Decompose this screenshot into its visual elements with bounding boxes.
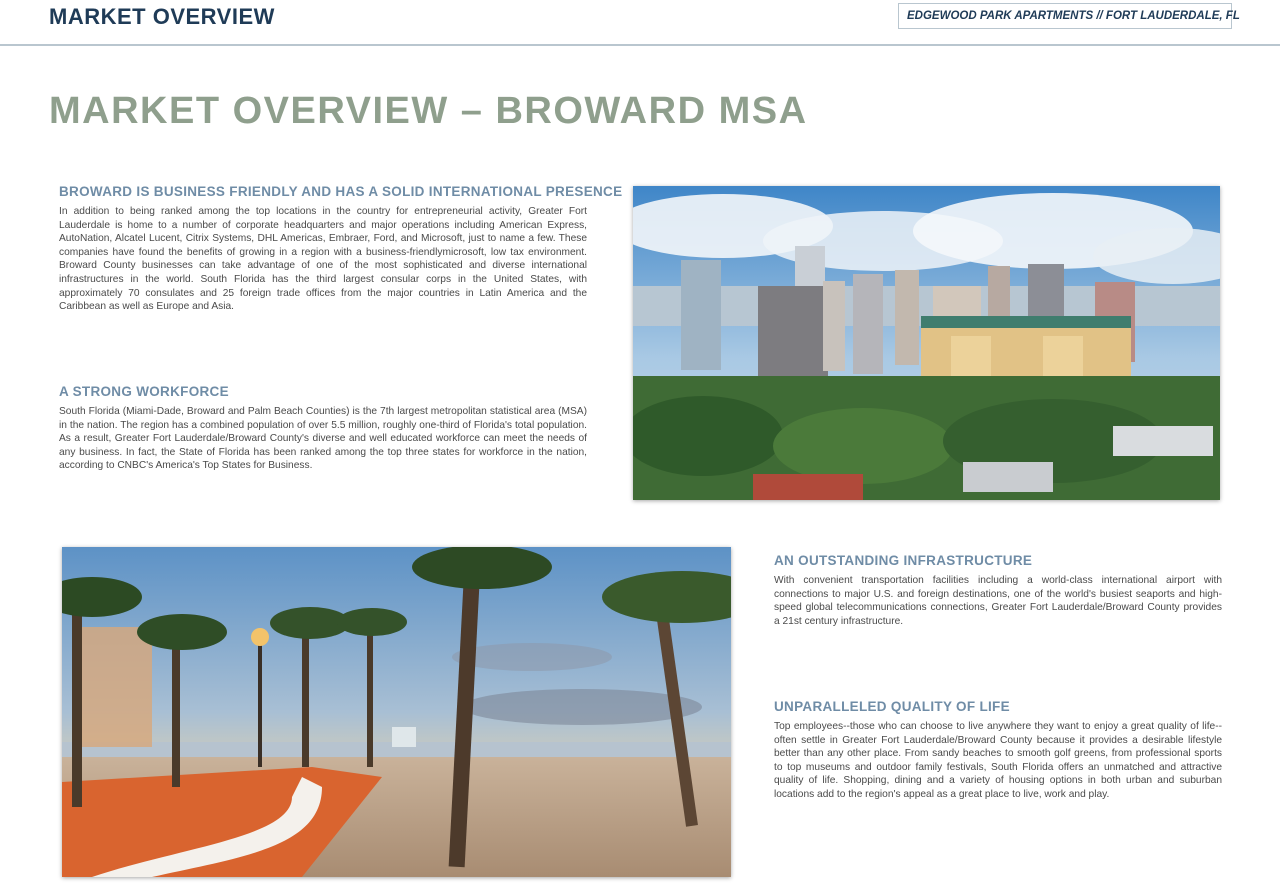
section-body: In addition to being ranked among the top locations in the country for entrepreneurial activity, Greater Fort Lauderdale is home to a number of corporate headquarters and major operations including American Express, AutoNation, Alcatel Lucent, Citrix Systems, DHL Americas, Embraer, Ford, and Microsoft, just to name a few. These companies have found the benefits of growing in a region with a business-friendlymicrosoft, low tax environment. Broward County businesses can take advantage of one of the most sophisticated and diverse international infrastructures in the world. South Florida has the third largest consular corps in the United States, with approximately 70 consulates and 25 foreign trade offices from the major countries in Latin America and the Caribbean as well as Europe and Asia.: [59, 206, 587, 313]
page-title: MARKET OVERVIEW – BROWARD MSA: [49, 90, 808, 132]
section-infrastructure: [774, 553, 1222, 628]
section-heading: BROWARD IS BUSINESS FRIENDLY AND HAS A SOLID INTERNATIONAL PRESENCE: [59, 184, 623, 199]
section-heading: UNPARALLELED QUALITY OF LIFE: [774, 699, 1010, 714]
section-quality-of-life: [774, 699, 1222, 802]
beach-palms-photo: [62, 547, 731, 877]
section-business-friendly: [59, 184, 623, 314]
section-heading: AN OUTSTANDING INFRASTRUCTURE: [774, 553, 1033, 568]
city-skyline-photo: [633, 186, 1220, 500]
section-body: South Florida (Miami-Dade, Broward and Palm Beach Counties) is the 7th largest metropolitan statistical area (MSA) in the nation. The region has a combined population of over 5.5 million, roughly one-third of Florida's total population. As a result, Greater Fort Lauderdale/Broward County's diverse and well educated workforce can meet the needs of any business. In fact, the State of Florida has been ranked among the top three states for workforce in the nation, according to CNBC's America's Top States for Business.: [59, 406, 587, 472]
header-property-label: EDGEWOOD PARK APARTMENTS // FORT LAUDERDALE, FL: [898, 3, 1232, 29]
section-workforce: [59, 384, 587, 473]
section-body: Top employees--those who can choose to live anywhere they want to enjoy a great quality of life--often settle in Greater Fort Lauderdale/Broward County because it provides a desirable lifestyle better than any other place. From sandy beaches to smooth golf greens, from professional sports to top museums and outdoor family festivals, South Florida offers an unmatched and attractive quality of life. Shopping, dining and a variety of housing options in both urban and suburban locations add to the region's appeal as a great place to live, work and play.: [774, 721, 1222, 800]
section-body: With convenient transportation facilities including a world-class international airport with connections to major U.S. and foreign destinations, one of the world's busiest seaports and high-speed global telecommunications connections, Greater Fort Lauderdale/Broward County provides a 21st century infrastructure.: [774, 575, 1222, 627]
section-heading: A STRONG WORKFORCE: [59, 384, 229, 399]
top-header-bar: [0, 0, 1280, 46]
header-section-label: MARKET OVERVIEW: [49, 4, 275, 29]
